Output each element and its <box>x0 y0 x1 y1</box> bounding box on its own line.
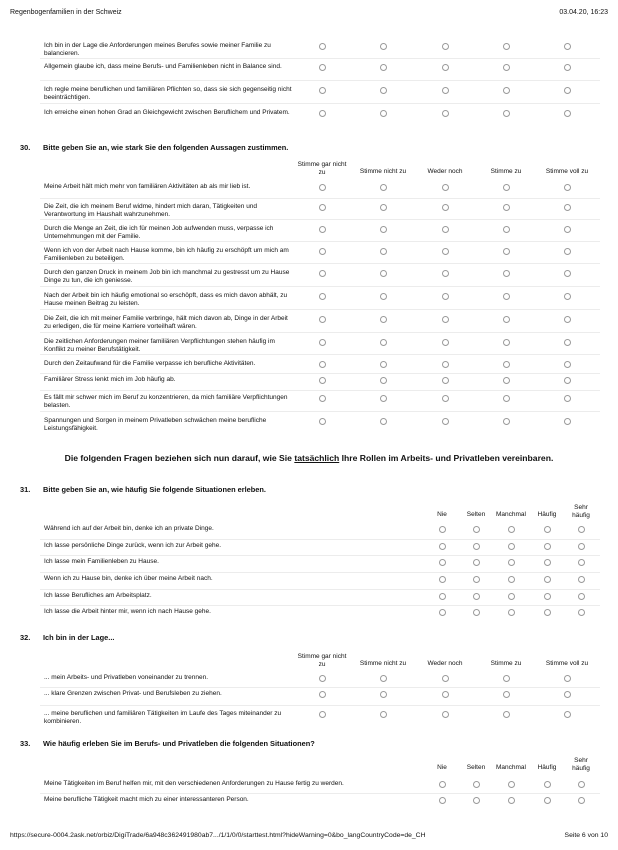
balance-radio-option-5[interactable] <box>564 64 571 71</box>
item-label: Ich lasse persönliche Dinge zurück, wenn ich zur Arbeit gehe. <box>44 542 222 549</box>
q31-radio-option-3[interactable] <box>508 609 515 616</box>
row-divider <box>40 390 600 391</box>
q31-radio-option-3[interactable] <box>508 593 515 600</box>
item-label: Durch den ganzen Druck in meinem Job bin ich manchmal zu gestresst um zu Hause Dinge zu tun, die ich geniesse. <box>44 269 290 284</box>
q33-radio-option-1[interactable] <box>439 781 446 788</box>
q30-radio-option-3[interactable] <box>442 293 449 300</box>
q31-radio-option-1[interactable] <box>439 559 446 566</box>
q31-scale-label-1: Nie <box>437 511 447 518</box>
item-label: Allgemein glaube ich, dass meine Berufs- und Familienleben nicht in Balance sind. <box>44 63 282 70</box>
q31-radio-option-2[interactable] <box>473 559 480 566</box>
q30-radio-option-2[interactable] <box>380 293 387 300</box>
question-number: 30. <box>20 143 31 152</box>
item-label: Während ich auf der Arbeit bin, denke ich an private Dinge. <box>44 525 214 532</box>
q33-radio-option-2[interactable] <box>473 797 480 804</box>
balance-radio-option-1[interactable] <box>319 64 326 71</box>
q30-radio-option-2[interactable] <box>380 184 387 191</box>
q30-radio-option-5[interactable] <box>564 316 571 323</box>
q32-scale-label-4: Stimme zu <box>490 660 522 667</box>
q31-radio-option-4[interactable] <box>544 526 551 533</box>
item-label: Die zeitlichen Anforderungen meiner familiären Verpflichtungen stehen häufig im Konflikt zu meiner Berufstätigkeit. <box>44 338 275 353</box>
question-text: Bitte geben Sie an, wie häufig Sie folgende Situationen erleben. <box>43 485 266 494</box>
balance-radio-option-4[interactable] <box>503 110 510 117</box>
item-label: Ich lasse die Arbeit hinter mir, wenn ich nach Hause gehe. <box>44 608 211 615</box>
balance-radio-option-3[interactable] <box>442 43 449 50</box>
balance-radio-option-4[interactable] <box>503 43 510 50</box>
q30-radio-option-3[interactable] <box>442 204 449 211</box>
balance-radio-option-2[interactable] <box>380 87 387 94</box>
q30-radio-option-3[interactable] <box>442 395 449 402</box>
balance-radio-option-2[interactable] <box>380 64 387 71</box>
q32-radio-option-1[interactable] <box>319 691 326 698</box>
q30-radio-option-5[interactable] <box>564 226 571 233</box>
row-divider <box>40 589 600 590</box>
q31-scale-label-3: Manchmal <box>496 511 526 518</box>
question-number: 31. <box>20 485 31 494</box>
q30-radio-option-1[interactable] <box>319 226 326 233</box>
q30-radio-option-4[interactable] <box>503 293 510 300</box>
q30-radio-option-1[interactable] <box>319 270 326 277</box>
q30-radio-option-5[interactable] <box>564 293 571 300</box>
page-header <box>10 9 608 19</box>
row-divider <box>40 103 600 104</box>
q32-radio-option-3[interactable] <box>442 691 449 698</box>
q30-scale-label-5: Stimme voll zu <box>545 168 589 175</box>
row-divider <box>40 58 600 59</box>
q31-radio-option-3[interactable] <box>508 526 515 533</box>
q30-radio-option-1[interactable] <box>319 395 326 402</box>
page-url: https://secure-0004.2ask.net/orbiz/DigiTrade/6a948c362491980ab7.../1/1/0/0/starttest.html?hideWarning=0&bo_langCountryCode=de_CH <box>10 832 426 839</box>
q32-scale-label-5: Stimme voll zu <box>545 660 589 667</box>
balance-radio-option-2[interactable] <box>380 43 387 50</box>
q30-radio-option-3[interactable] <box>442 361 449 368</box>
q30-radio-option-1[interactable] <box>319 293 326 300</box>
q30-radio-option-2[interactable] <box>380 248 387 255</box>
q31-radio-option-4[interactable] <box>544 576 551 583</box>
q33-radio-option-5[interactable] <box>578 797 585 804</box>
row-divider <box>40 80 600 81</box>
q30-radio-option-3[interactable] <box>442 248 449 255</box>
page-number: Seite 6 von 10 <box>564 832 608 839</box>
q30-radio-option-1[interactable] <box>319 339 326 346</box>
section-notice: Die folgenden Fragen beziehen sich nun darauf, wie Sie tatsächlich Ihre Rollen im Arbeits- und Privatleben vereinbaren. <box>64 453 554 463</box>
q32-scale-label-3: Weder noch <box>427 660 463 667</box>
q31-scale-label-4: Häufig <box>537 511 557 518</box>
q30-radio-option-3[interactable] <box>442 184 449 191</box>
q30-radio-option-4[interactable] <box>503 316 510 323</box>
q31-radio-option-1[interactable] <box>439 593 446 600</box>
q30-radio-option-2[interactable] <box>380 361 387 368</box>
q31-radio-option-5[interactable] <box>578 576 585 583</box>
q30-radio-option-4[interactable] <box>503 248 510 255</box>
q30-radio-option-1[interactable] <box>319 316 326 323</box>
q32-radio-option-4[interactable] <box>503 675 510 682</box>
q31-radio-option-2[interactable] <box>473 609 480 616</box>
question-number: 32. <box>20 633 31 642</box>
balance-radio-option-4[interactable] <box>503 64 510 71</box>
q30-scale-label-3: Weder noch <box>427 168 463 175</box>
q33-radio-option-4[interactable] <box>544 797 551 804</box>
q33-radio-option-4[interactable] <box>544 781 551 788</box>
item-label: Nach der Arbeit bin ich häufig emotional so erschöpft, dass es mich davon abhält, zu Hause meinen Beitrag zu leisten. <box>44 292 288 307</box>
q32-scale-label-1: Stimme gar nicht zu <box>297 653 347 668</box>
item-label: Die Zeit, die ich mit meiner Familie verbringe, hält mich davon ab, Dinge in der Arbeit zu erledigen, die für meine Karriere vorteilhaft wären. <box>44 315 288 330</box>
q31-scale-label-2: Selten <box>466 511 486 518</box>
q30-radio-option-3[interactable] <box>442 316 449 323</box>
q32-radio-option-5[interactable] <box>564 711 571 718</box>
q30-radio-option-4[interactable] <box>503 204 510 211</box>
balance-radio-option-1[interactable] <box>319 43 326 50</box>
q30-radio-option-2[interactable] <box>380 339 387 346</box>
q31-radio-option-5[interactable] <box>578 609 585 616</box>
q30-radio-option-4[interactable] <box>503 270 510 277</box>
item-label: Familiärer Stress lenkt mich im Job häufig ab. <box>44 376 176 383</box>
q30-radio-option-3[interactable] <box>442 339 449 346</box>
q33-radio-option-3[interactable] <box>508 781 515 788</box>
q31-radio-option-5[interactable] <box>578 543 585 550</box>
q31-scale-label-5: Sehr häufig <box>572 504 590 519</box>
balance-radio-option-4[interactable] <box>503 87 510 94</box>
q30-radio-option-5[interactable] <box>564 377 571 384</box>
q30-radio-option-5[interactable] <box>564 270 571 277</box>
q33-scale-label-3: Manchmal <box>496 764 526 771</box>
q30-radio-option-3[interactable] <box>442 270 449 277</box>
row-divider <box>40 687 600 688</box>
item-label: Ich lasse mein Familienleben zu Hause. <box>44 558 159 565</box>
row-divider <box>40 373 600 374</box>
q31-radio-option-5[interactable] <box>578 526 585 533</box>
q30-scale-label-1: Stimme gar nicht zu <box>297 161 347 176</box>
row-divider <box>40 572 600 573</box>
q30-radio-option-2[interactable] <box>380 377 387 384</box>
q30-radio-option-1[interactable] <box>319 418 326 425</box>
q32-radio-option-5[interactable] <box>564 675 571 682</box>
q30-radio-option-5[interactable] <box>564 204 571 211</box>
q30-radio-option-5[interactable] <box>564 361 571 368</box>
q30-radio-option-4[interactable] <box>503 418 510 425</box>
q30-radio-option-1[interactable] <box>319 377 326 384</box>
q31-radio-option-4[interactable] <box>544 593 551 600</box>
q30-radio-option-3[interactable] <box>442 226 449 233</box>
q33-radio-option-1[interactable] <box>439 797 446 804</box>
q30-radio-option-1[interactable] <box>319 184 326 191</box>
q30-radio-option-4[interactable] <box>503 226 510 233</box>
q30-radio-option-2[interactable] <box>380 316 387 323</box>
q33-radio-option-3[interactable] <box>508 797 515 804</box>
row-divider <box>40 219 600 220</box>
q32-radio-option-3[interactable] <box>442 711 449 718</box>
row-divider <box>40 332 600 333</box>
q32-radio-option-4[interactable] <box>503 711 510 718</box>
row-divider <box>40 605 600 606</box>
q31-radio-option-5[interactable] <box>578 559 585 566</box>
q30-scale-label-2: Stimme nicht zu <box>359 168 407 175</box>
q30-radio-option-2[interactable] <box>380 226 387 233</box>
q32-scale-label-2: Stimme nicht zu <box>359 660 407 667</box>
balance-radio-option-1[interactable] <box>319 110 326 117</box>
q30-radio-option-4[interactable] <box>503 361 510 368</box>
balance-radio-option-5[interactable] <box>564 43 571 50</box>
q33-radio-option-2[interactable] <box>473 781 480 788</box>
question-text: Wie häufig erleben Sie im Berufs- und Privatleben die folgenden Situationen? <box>43 739 315 748</box>
item-label: Die Zeit, die ich meinem Beruf widme, hindert mich daran, Tätigkeiten und Verantwortung im Haushalt wahrzunehmen. <box>44 203 258 218</box>
item-label: Meine berufliche Tätigkeit macht mich zu einer interessanteren Person. <box>44 796 249 803</box>
q30-radio-option-5[interactable] <box>564 248 571 255</box>
row-divider <box>40 198 600 199</box>
balance-radio-option-2[interactable] <box>380 110 387 117</box>
q30-radio-option-2[interactable] <box>380 270 387 277</box>
q30-radio-option-5[interactable] <box>564 418 571 425</box>
q31-radio-option-4[interactable] <box>544 543 551 550</box>
q32-radio-option-1[interactable] <box>319 711 326 718</box>
q32-radio-option-2[interactable] <box>380 711 387 718</box>
item-label: Ich erreiche einen hohen Grad an Gleichgewicht zwischen Beruflichem und Privatem. <box>44 109 290 116</box>
item-label: ... mein Arbeits- und Privatleben voneinander zu trennen. <box>44 674 209 681</box>
balance-radio-option-5[interactable] <box>564 110 571 117</box>
q30-radio-option-2[interactable] <box>380 418 387 425</box>
emphasis-word: tatsächlich <box>294 453 340 463</box>
q31-radio-option-2[interactable] <box>473 526 480 533</box>
row-divider <box>40 309 600 310</box>
row-divider <box>40 555 600 556</box>
row-divider <box>40 354 600 355</box>
q30-radio-option-3[interactable] <box>442 377 449 384</box>
question-text: Bitte geben Sie an, wie stark Sie den folgenden Aussagen zustimmen. <box>43 143 289 152</box>
q31-radio-option-1[interactable] <box>439 609 446 616</box>
question-number: 33. <box>20 739 31 748</box>
question-text: Ich bin in der Lage... <box>43 633 115 642</box>
item-label: Meine Arbeit hält mich mehr von familiären Aktivitäten ab als mir lieb ist. <box>44 183 251 190</box>
item-label: Durch die Menge an Zeit, die ich für meinen Job aufwenden muss, verpasse ich Unternehmungen mit der Familie. <box>44 225 274 240</box>
q32-radio-option-1[interactable] <box>319 675 326 682</box>
row-divider <box>40 793 600 794</box>
q30-radio-option-5[interactable] <box>564 339 571 346</box>
row-divider <box>40 705 600 706</box>
q32-radio-option-2[interactable] <box>380 675 387 682</box>
q33-scale-label-4: Häufig <box>537 764 557 771</box>
q32-radio-option-4[interactable] <box>503 691 510 698</box>
q31-radio-option-4[interactable] <box>544 609 551 616</box>
q31-radio-option-2[interactable] <box>473 593 480 600</box>
row-divider <box>40 263 600 264</box>
q30-radio-option-4[interactable] <box>503 395 510 402</box>
balance-radio-option-3[interactable] <box>442 64 449 71</box>
q32-radio-option-3[interactable] <box>442 675 449 682</box>
row-divider <box>40 286 600 287</box>
q30-radio-option-2[interactable] <box>380 395 387 402</box>
q30-radio-option-2[interactable] <box>380 204 387 211</box>
q31-radio-option-2[interactable] <box>473 543 480 550</box>
q32-radio-option-2[interactable] <box>380 691 387 698</box>
q30-scale-label-4: Stimme zu <box>490 168 522 175</box>
q31-radio-option-3[interactable] <box>508 543 515 550</box>
row-divider <box>40 411 600 412</box>
item-label: ... meine beruflichen und familiären Tätigkeiten im Laufe des Tages miteinander zu kombinieren. <box>44 710 282 725</box>
q30-radio-option-5[interactable] <box>564 395 571 402</box>
q31-radio-option-3[interactable] <box>508 576 515 583</box>
item-label: Durch den Zeitaufwand für die Familie verpasse ich berufliche Aktivitäten. <box>44 360 256 367</box>
q30-radio-option-5[interactable] <box>564 184 571 191</box>
item-label: Spannungen und Sorgen in meinem Privatleben schwächen meine berufliche Leistungsfähigkeit. <box>44 417 267 432</box>
q33-scale-label-2: Selten <box>466 764 486 771</box>
q33-radio-option-5[interactable] <box>578 781 585 788</box>
q33-scale-label-5: Sehr häufig <box>572 757 590 772</box>
item-label: Ich lasse Berufliches am Arbeitsplatz. <box>44 592 152 599</box>
item-label: Wenn ich von der Arbeit nach Hause komme, bin ich häufig zu erschöpft um mich am Familienleben zu beteiligen. <box>44 247 289 262</box>
q31-radio-option-3[interactable] <box>508 559 515 566</box>
q31-radio-option-1[interactable] <box>439 526 446 533</box>
item-label: ... klare Grenzen zwischen Privat- und Berufsleben zu ziehen. <box>44 690 222 697</box>
q31-radio-option-1[interactable] <box>439 576 446 583</box>
balance-radio-option-3[interactable] <box>442 110 449 117</box>
q30-radio-option-4[interactable] <box>503 339 510 346</box>
q31-radio-option-4[interactable] <box>544 559 551 566</box>
balance-radio-option-1[interactable] <box>319 87 326 94</box>
survey-title: Regenbogenfamilien in der Schweiz <box>10 9 122 16</box>
page-footer <box>10 832 608 842</box>
item-label: Meine Tätigkeiten im Beruf helfen mir, mit den verschiedenen Anforderungen zu Hause fertig zu werden. <box>44 780 344 787</box>
item-label: Ich bin in der Lage die Anforderungen meines Berufes sowie meiner Familie zu balancieren. <box>44 42 271 57</box>
q31-radio-option-2[interactable] <box>473 576 480 583</box>
q33-scale-label-1: Nie <box>437 764 447 771</box>
q30-radio-option-4[interactable] <box>503 184 510 191</box>
item-label: Ich regle meine beruflichen und familiären Pflichten so, dass sie sich gegenseitig nicht beeinträchtigen. <box>44 86 292 101</box>
balance-radio-option-3[interactable] <box>442 87 449 94</box>
q30-radio-option-1[interactable] <box>319 361 326 368</box>
q32-radio-option-5[interactable] <box>564 691 571 698</box>
item-label: Es fällt mir schwer mich im Beruf zu konzentrieren, da mich familiäre Verpflichtungen belasten. <box>44 394 288 409</box>
q30-radio-option-1[interactable] <box>319 204 326 211</box>
q31-radio-option-1[interactable] <box>439 543 446 550</box>
q30-radio-option-4[interactable] <box>503 377 510 384</box>
q31-radio-option-5[interactable] <box>578 593 585 600</box>
row-divider <box>40 539 600 540</box>
q30-radio-option-1[interactable] <box>319 248 326 255</box>
item-label: Wenn ich zu Hause bin, denke ich über meine Arbeit nach. <box>44 575 213 582</box>
row-divider <box>40 241 600 242</box>
q30-radio-option-3[interactable] <box>442 418 449 425</box>
print-datetime: 03.04.20, 16:23 <box>559 9 608 16</box>
balance-radio-option-5[interactable] <box>564 87 571 94</box>
